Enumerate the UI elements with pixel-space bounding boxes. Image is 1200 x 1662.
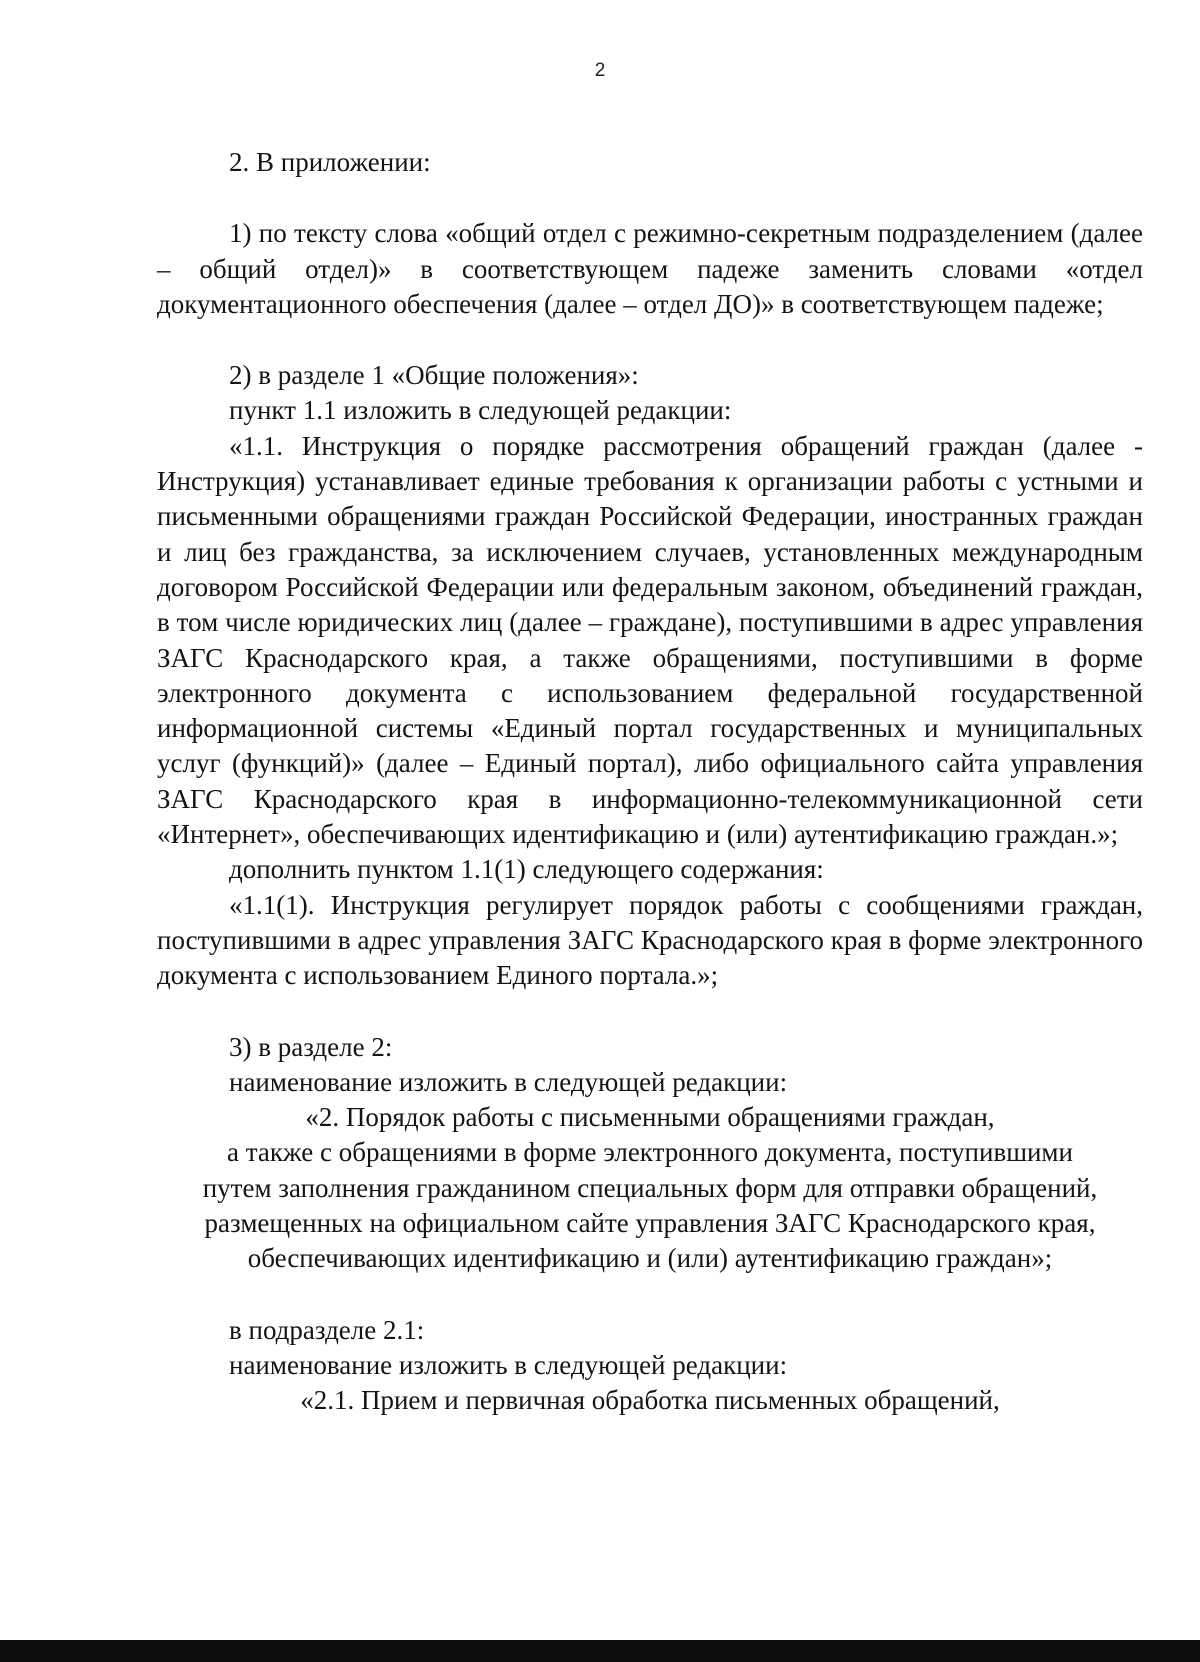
scan-edge-bar bbox=[0, 1640, 1200, 1662]
item-2-addition-text: «1.1(1). Инструкция регулирует порядок работы с сообщениями граждан, поступившими в адрес управления ЗАГС Краснодарского края в форме электронного документа с использованием Единого портала.»; bbox=[157, 889, 1143, 991]
item-3-heading-line: размещенных на официальном сайте управления ЗАГС Краснодарского края, bbox=[204, 1208, 1096, 1239]
subsection-2-1-heading bbox=[157, 1383, 1143, 1418]
item-2-text: «1.1. Инструкция о порядке рассмотрения обращений граждан (далее - Инструкция) устанавливает единые требования к организации работы с устными и письменными обращениями граждан Российской Федерации, иностранных граждан и лиц без гражданства, за исключением случаев, установленных международным договором Российской Федерации или федеральным законом, объединений граждан, в том числе юридических лиц (далее – граждане), поступившими в адрес управления ЗАГС Краснодарского края, а также обращениями, поступившими в форме электронного документа с использованием федеральной государственной информационной системы «Единый портал государственных и муниципальных услуг (функций)» (далее – Единый портал), либо официального сайта управления ЗАГС Краснодарского края в информационно-телекоммуникационной сети «Интернет», обеспечивающих идентификацию и (или) аутентификацию граждан.»; bbox=[157, 430, 1143, 850]
subsection-2-1-heading-line: «2.1. Прием и первичная обработка письменных обращений, bbox=[300, 1385, 1000, 1416]
item-2-subtitle: пункт 1.1 изложить в следующей редакции: bbox=[229, 395, 732, 426]
item-3-heading-line: а также с обращениями в форме электронного документа, поступившими bbox=[227, 1137, 1073, 1168]
item-2-title: 2) в разделе 1 «Общие положения»: bbox=[229, 360, 639, 391]
document-body bbox=[157, 145, 1143, 1419]
item-3-subtitle: наименование изложить в следующей редакции: bbox=[229, 1066, 788, 1097]
item-3-heading bbox=[157, 1100, 1143, 1276]
item-3-title: 3) в разделе 2: bbox=[229, 1031, 393, 1062]
item-1: 1) по тексту слова «общий отдел с режимно-секретным подразделением (далее – общий отдел)» в соответствующем падеже заменить словами «отдел документационного обеспечения (далее – отдел ДО)» в соответствующем падеже; bbox=[157, 218, 1143, 319]
subsection-2-1-title: в подразделе 2.1: bbox=[229, 1314, 425, 1345]
item-3-heading-line: «2. Порядок работы с письменными обращениями граждан, bbox=[305, 1102, 995, 1133]
item-2-addition: дополнить пунктом 1.1(1) следующего содержания: bbox=[229, 854, 824, 885]
item-3-heading-line: обеспечивающих идентификацию и (или) аутентификацию граждан»; bbox=[247, 1243, 1053, 1274]
subsection-2-1-subtitle: наименование изложить в следующей редакции: bbox=[229, 1349, 788, 1380]
page-number: 2 bbox=[594, 60, 606, 81]
item-3-heading-line: путем заполнения гражданином специальных форм для отправки обращений, bbox=[202, 1172, 1098, 1203]
section-title: 2. В приложении: bbox=[229, 147, 431, 177]
